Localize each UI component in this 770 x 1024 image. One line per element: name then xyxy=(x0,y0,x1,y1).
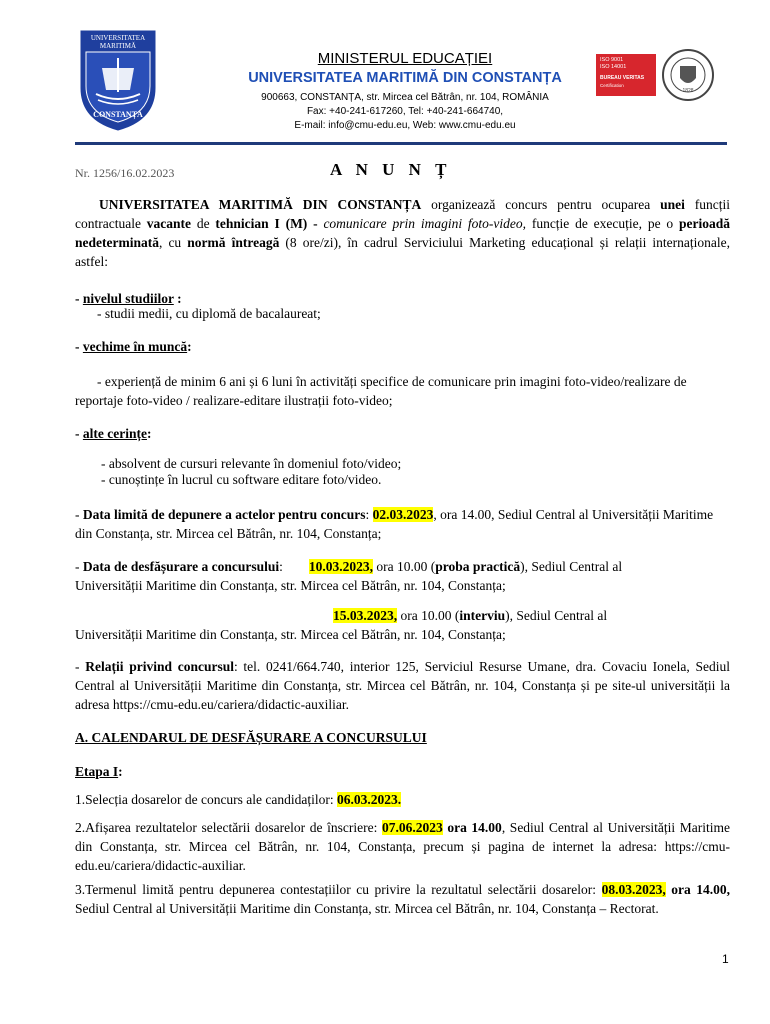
intro-text-i: funcție de execuție, pe o xyxy=(526,216,679,231)
university-logo xyxy=(78,28,158,132)
university-email: E-mail: info@cmu-edu.eu, Web: www.cmu-edu.eu xyxy=(294,120,516,131)
intro-paragraph xyxy=(75,195,730,271)
relations-paragraph: - Relații privind concursul: tel. 0241/664.740, interior 125, Serviciul Resurse Umane, dra. Covaciu Ionela, Sediul Central al Universității Maritime din Constanța, str. Mircea cel Bătrân, nr. 104, Constanța și pe site-ul universității la adresa https://cmu-edu.eu/cariera/didactic-auxiliar. xyxy=(75,659,730,712)
item2-rest: , Sediul Central al Universității Maritime din Constanța, str. Mircea cel Bătrân, nr. 104, Constanța, precum și pagina de internet la adresa: https://cmu-edu.eu/cariera/didactic-auxiliar. xyxy=(75,820,730,873)
item2-time: ora 14.00 xyxy=(442,820,502,835)
seniority-heading: - vechime în muncă: xyxy=(75,339,192,354)
exam-line-1: - Data de desfășurare a concursului: 10.03.2023, ora 10.00 (proba practică), Sediul Central al xyxy=(75,559,623,574)
cert-year: 1828 xyxy=(682,88,694,94)
logo-text-top: UNIVERSITATEA MARITIMĂ xyxy=(90,34,146,50)
university-phone: Fax: +40-241-617260, Tel: +40-241-664740, xyxy=(306,106,504,117)
header-divider xyxy=(75,142,727,145)
other-item-1: - absolvent de cursuri relevante în domeniul foto/video; xyxy=(101,456,402,471)
exam-line-4: Universității Maritime din Constanța, str. Mircea cel Bătrân, nr. 104, Constanța; xyxy=(75,627,506,642)
university-address: 900663, CONSTANȚA, str. Mircea cel Bătrân, nr. 104, ROMÂNIA xyxy=(261,92,549,103)
calendar-item-2 xyxy=(75,818,730,875)
exam-rest-2a: ora 10.00 ( xyxy=(397,608,460,623)
intro-text-j: perioadă nedeterminată xyxy=(75,216,730,250)
relations-text: : tel. 0241/664.740, interior 125, Serviciul Resurse Umane, dra. Covaciu Ionela, Sediul Central al Universității Maritime din Constanța, str. Mircea cel Bătrân, nr. 104, Constanța și pe site-ul universității la adresa https://cmu-edu.eu/cariera/didactic-auxiliar. xyxy=(75,659,730,712)
deadline-date: 02.03.2023 xyxy=(372,507,434,522)
intro-university: UNIVERSITATEA MARITIMĂ DIN CONSTANȚA xyxy=(99,197,422,212)
logo-text-bottom: CONSTANȚA xyxy=(93,110,143,119)
intro-text-e: vacante xyxy=(146,216,192,231)
cert-name: BUREAU VERITAS xyxy=(600,75,645,81)
studies-label: nivelul studiilor xyxy=(82,291,174,306)
exam-type-1: proba practică xyxy=(435,559,521,574)
cert-sub: Certification xyxy=(600,83,624,88)
item2-date: 07.06.2023 xyxy=(381,820,443,835)
other-label: alte cerințe xyxy=(82,426,147,441)
intro-text-l: normă întreagă xyxy=(187,235,280,250)
bureau-veritas-seal-icon xyxy=(660,48,716,102)
other-heading: - alte cerințe: xyxy=(75,426,152,441)
other-item-2: - cunoștințe în lucrul cu software editare foto/video. xyxy=(101,472,382,487)
studies-text: - studii medii, cu diplomă de bacalaureat; xyxy=(97,306,321,321)
document-title: A N U N Ț xyxy=(330,160,452,179)
cert-iso-1: ISO 9001 xyxy=(600,57,624,63)
exam-line-2: Universității Maritime din Constanța, str. Mircea cel Bătrân, nr. 104, Constanța; xyxy=(75,578,506,593)
intro-text-h: comunicare prin imagini foto-video, xyxy=(317,216,526,231)
page-number: 1 xyxy=(722,952,729,966)
exam-type-2: interviu xyxy=(459,608,506,623)
intro-text-k: , cu xyxy=(158,235,188,250)
stage-label: Etapa I xyxy=(75,764,119,779)
seniority-label: vechime în muncă xyxy=(82,339,188,354)
relations-label: Relații privind concursul xyxy=(85,659,234,674)
stage-heading: Etapa I: xyxy=(75,764,123,779)
deadline-paragraph: - Data limită de depunere a actelor pentru concurs: 02.03.2023, ora 14.00, Sediul Central al Universității Maritime din Constanța, str. Mircea cel Bătrân, nr. 104, Constanța; xyxy=(75,507,714,541)
intro-text-d: funcții contractuale xyxy=(75,197,730,231)
item3-time: ora 14.00, xyxy=(671,882,730,897)
intro-text-f: de xyxy=(191,216,216,231)
section-a-heading: A. CALENDARUL DE DESFĂȘURARE A CONCURSULUI xyxy=(75,730,427,745)
cert-iso-2: ISO 14001 xyxy=(600,64,627,70)
calendar-item-1 xyxy=(75,790,730,809)
exam-rest-2b: ), Sediul Central al xyxy=(505,608,608,623)
item1-date: 06.03.2023. xyxy=(337,792,402,807)
item2-text: 2.Afișarea rezultatelor selectării dosarelor de înscriere: xyxy=(75,820,382,835)
ministry-name: MINISTERUL EDUCAȚIEI xyxy=(317,50,493,67)
item1-text: 1.Selecția dosarelor de concurs ale candidaților: xyxy=(75,792,338,807)
intro-text-c: unei xyxy=(660,197,685,212)
seniority-text: - experiență de minim 6 ani și 6 luni în activități specifice de comunicare prin imagini foto-video/realizare de reportaje foto-video / realizare-editare ilustrații foto-video; xyxy=(75,374,687,408)
deadline-label: Data limită de depunere a actelor pentru concurs xyxy=(82,507,366,522)
exam-line-3 xyxy=(75,606,730,625)
document-number: Nr. 1256/16.02.2023 xyxy=(75,166,175,180)
exam-date-1: 10.03.2023, xyxy=(308,559,374,574)
calendar-item-3 xyxy=(75,880,730,918)
exam-rest-1b: ), Sediul Central al xyxy=(520,559,623,574)
university-name: UNIVERSITATEA MARITIMĂ DIN CONSTANȚA xyxy=(248,70,562,86)
item3-rest: Sediul Central al Universității Maritime din Constanța, str. Mircea cel Bătrân, nr. 104, Constanța – Rectorat. xyxy=(75,901,659,916)
intro-text-b: organizează concurs pentru ocuparea xyxy=(421,197,661,212)
item3-text: 3.Termenul limită pentru depunerea contestațiilor cu privire la rezultatul selectării dosarelor: xyxy=(75,882,602,897)
deadline-rest: , ora 14.00, Sediul Central al Universității Maritime din Constanța, str. Mircea cel Bătrân, nr. 104, Constanța; xyxy=(75,507,714,541)
intro-text-g: tehnician I (M) - xyxy=(215,216,318,231)
certification-logo xyxy=(596,48,720,102)
item3-date: 08.03.2023, xyxy=(601,882,666,897)
exam-rest-1a: ora 10.00 ( xyxy=(373,559,436,574)
intro-text-m: (8 ore/zi), în cadrul Serviciului Marketing educațional și relații internaționale, astfel: xyxy=(75,235,730,269)
exam-date-2: 15.03.2023, xyxy=(333,608,398,623)
exam-label: Data de desfășurare a concursului xyxy=(82,559,280,574)
other-list xyxy=(75,456,730,488)
studies-heading: - nivelul studiilor : xyxy=(75,291,182,306)
